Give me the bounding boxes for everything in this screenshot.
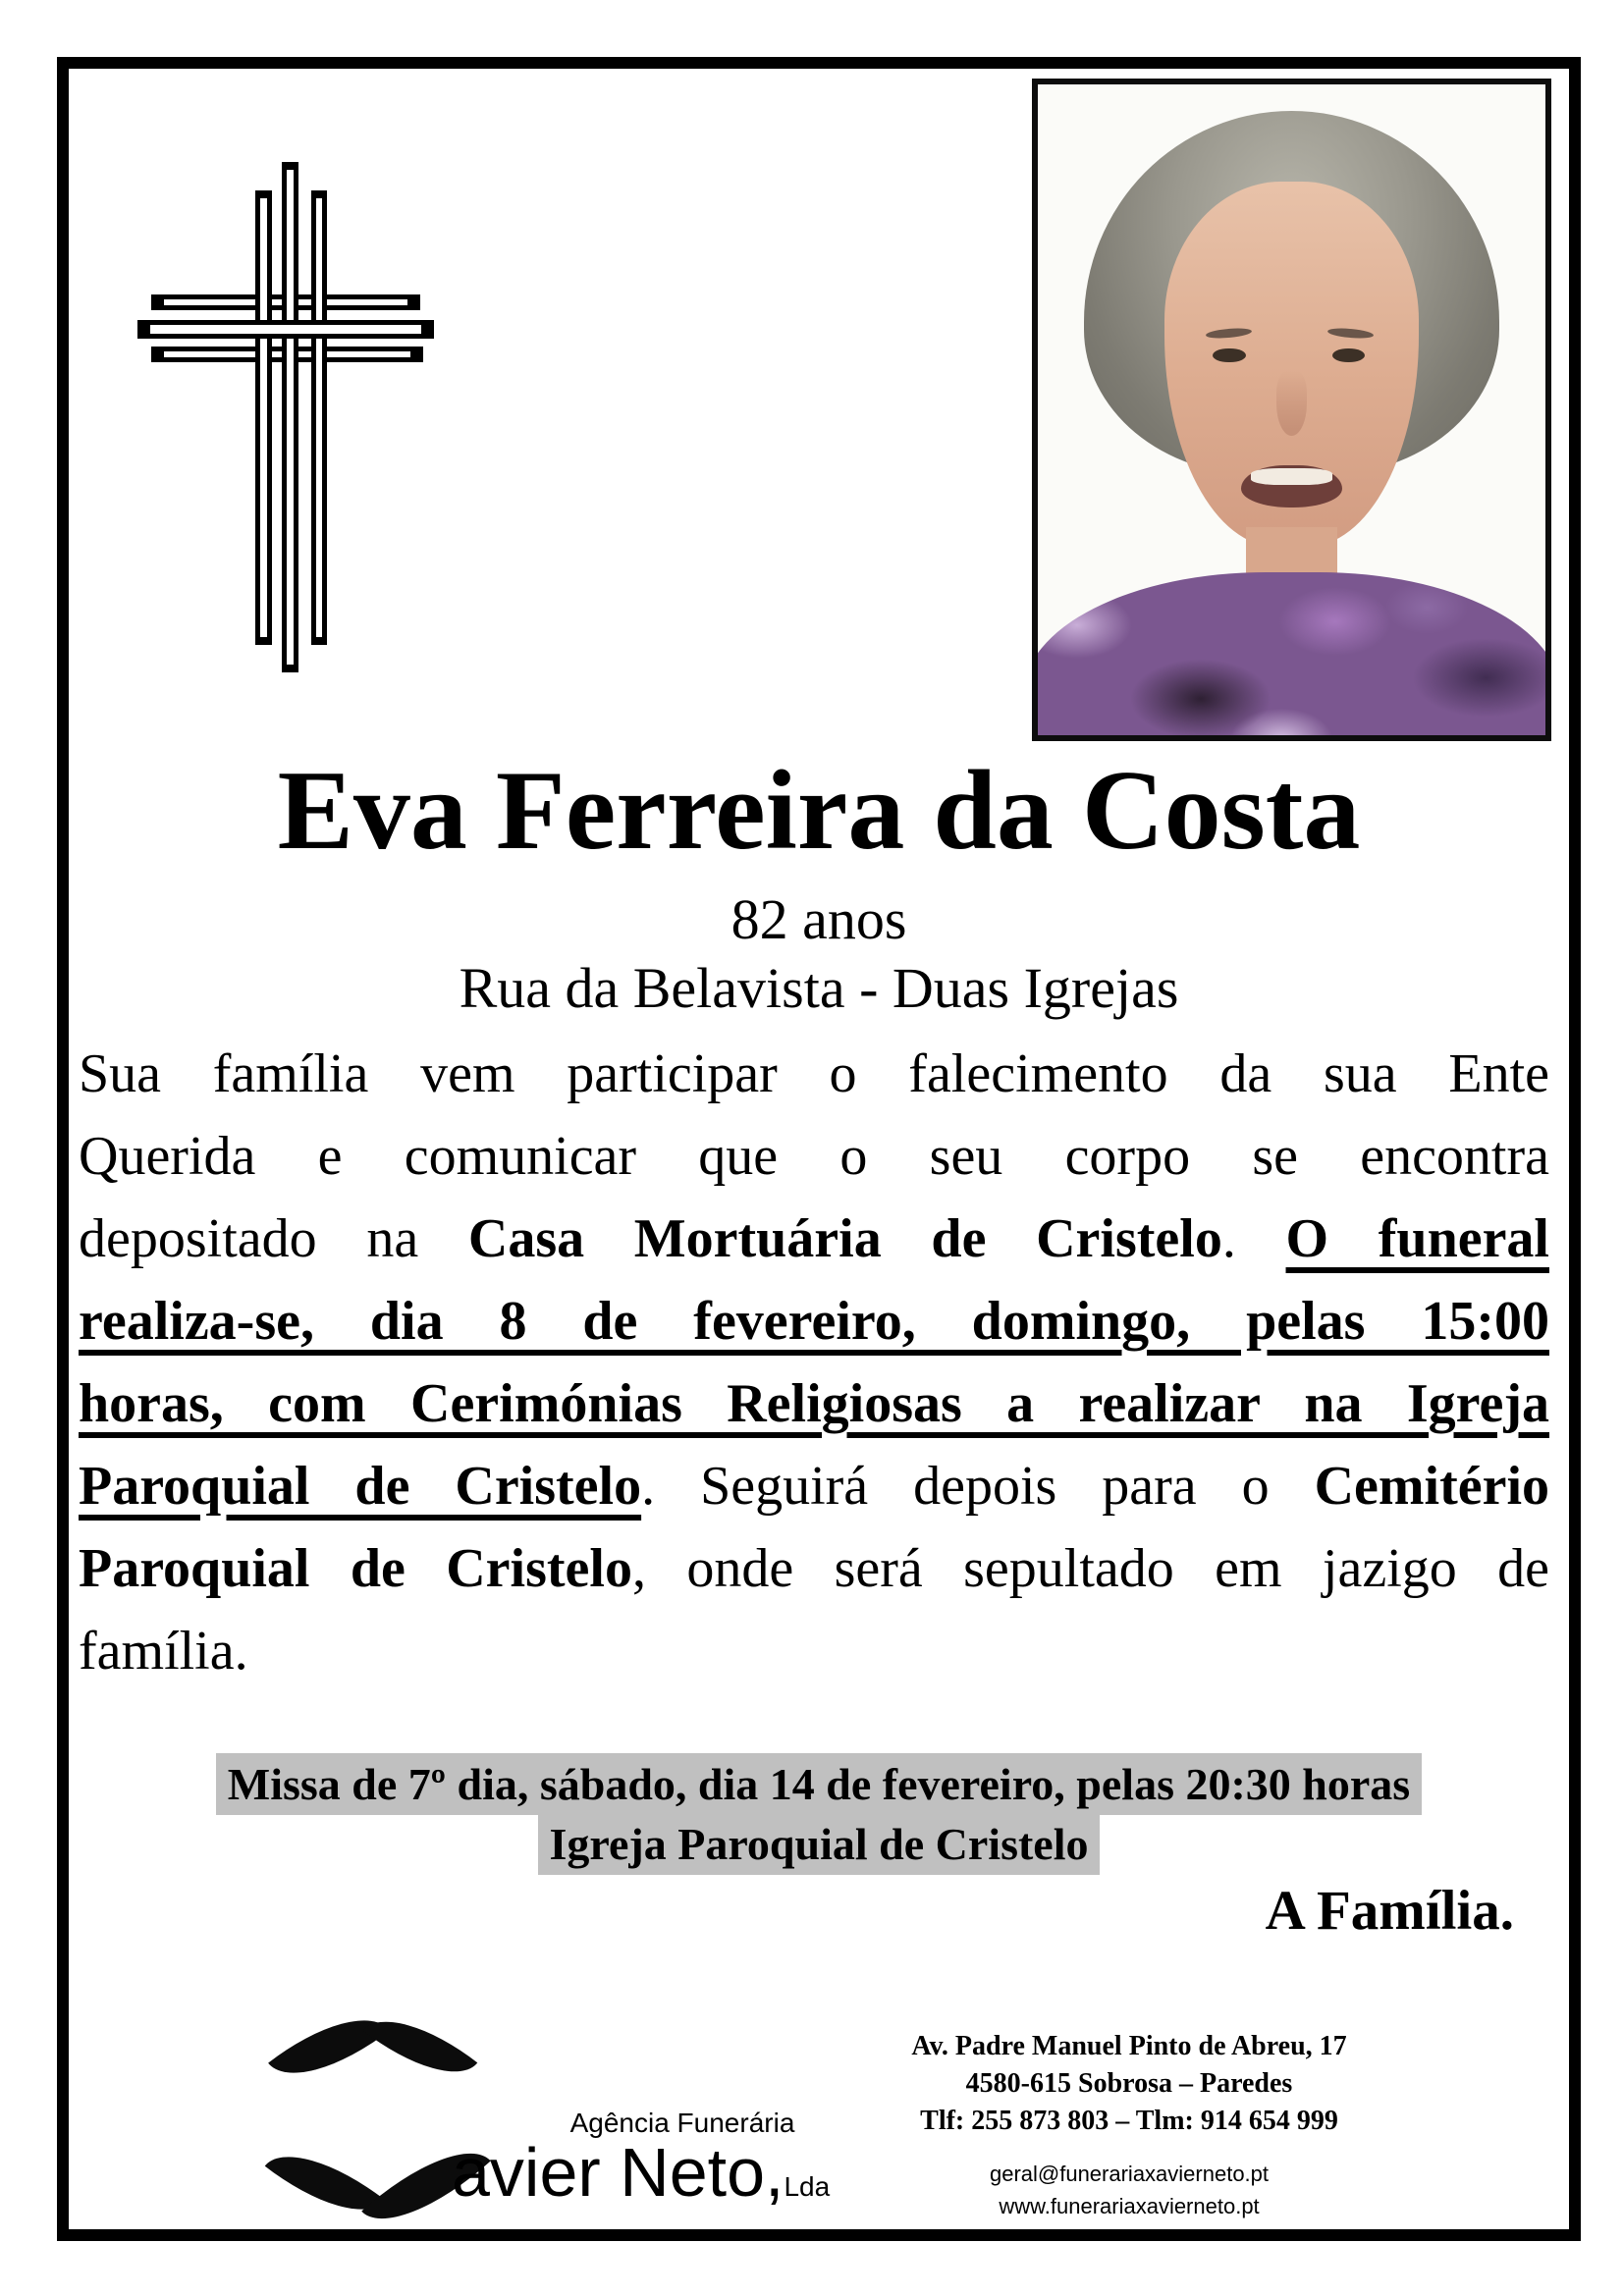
obituary-text-bold-underline: horas, com Cerimónias Religiosas a realizar na Igreja bbox=[79, 1373, 1549, 1434]
agency-website: www.funerariaxavierneto.pt bbox=[999, 2194, 1260, 2218]
obituary-paragraph bbox=[79, 1033, 1549, 1692]
obituary-text: Sua família vem participar o falecimento da sua Ente bbox=[79, 1043, 1549, 1104]
portrait-eye-left bbox=[1213, 348, 1246, 363]
mass-notice-highlight-text: Igreja Paroquial de Cristelo bbox=[538, 1813, 1101, 1875]
obituary-line bbox=[79, 1280, 1549, 1362]
portrait-purple-blouse bbox=[1032, 572, 1551, 741]
obituary-text: . Seguirá depois para o bbox=[641, 1456, 1315, 1517]
deceased-address-line: Rua da Belavista - Duas Igrejas bbox=[459, 956, 1179, 1020]
cross-vertical-bar-middle bbox=[282, 162, 298, 672]
agency-contact-block bbox=[864, 2028, 1394, 2222]
obituary-text-bold: Cemitério bbox=[1314, 1456, 1549, 1517]
obituary-line bbox=[79, 1362, 1549, 1445]
family-signature: A Família. bbox=[1265, 1880, 1514, 1942]
obituary-text-bold-underline: O funeral bbox=[1285, 1208, 1549, 1269]
deceased-age-line: 82 anos bbox=[730, 887, 907, 951]
obituary-text-bold-underline: Paroquial de Cristelo bbox=[79, 1456, 642, 1517]
cross-horizontal-bar-middle bbox=[137, 320, 434, 339]
deceased-portrait-photo bbox=[1032, 79, 1551, 741]
obituary-line bbox=[79, 1445, 1549, 1527]
mass-notice-line-1 bbox=[69, 1754, 1569, 1814]
portrait-nose bbox=[1276, 371, 1307, 436]
obituary-line bbox=[79, 1198, 1549, 1280]
agency-phone-numbers: Tlf: 255 873 803 – Tlm: 914 654 999 bbox=[920, 2106, 1338, 2136]
logo-leaf-petal bbox=[265, 2129, 386, 2237]
obituary-text-bold: Paroquial de Cristelo bbox=[79, 1538, 632, 1599]
obituary-text: , onde será sepultado em jazigo de bbox=[631, 1538, 1549, 1599]
deceased-name-title: Eva Ferreira da Costa bbox=[277, 748, 1361, 874]
obituary-text-bold: Casa Mortuária de Cristelo bbox=[467, 1208, 1222, 1269]
mass-notice-line-2 bbox=[69, 1814, 1569, 1874]
obituary-text-bold-underline: realiza-se, dia 8 de fevereiro, domingo, pelas 15:00 bbox=[79, 1291, 1549, 1352]
obituary-text: Querida e comunicar que o seu corpo se encontra bbox=[79, 1126, 1549, 1187]
xavier-neto-logo-x-icon bbox=[281, 2014, 477, 2235]
agency-street-address: Av. Padre Manuel Pinto de Abreu, 17 bbox=[911, 2031, 1347, 2061]
cross-vertical-bar-left bbox=[255, 190, 272, 645]
portrait-eye-right bbox=[1332, 348, 1366, 363]
obituary-line bbox=[79, 1033, 1549, 1115]
mass-notice-highlight-text: Missa de 7º dia, sábado, dia 14 de fevereiro, pelas 20:30 horas bbox=[216, 1753, 1422, 1815]
obituary-line bbox=[79, 1610, 1549, 1692]
memorial-cross-icon bbox=[137, 162, 434, 672]
portrait-mouth bbox=[1241, 465, 1342, 507]
obituary-text: família. bbox=[79, 1621, 248, 1682]
agency-name-suffix: Lda bbox=[784, 2171, 831, 2202]
obituary-line bbox=[79, 1115, 1549, 1198]
contact-spacer bbox=[864, 2140, 1394, 2158]
obituary-text: . bbox=[1221, 1208, 1286, 1269]
agency-name-main: avier Neto, bbox=[452, 2134, 784, 2211]
seventh-day-mass-notice bbox=[69, 1754, 1569, 1874]
obituary-line bbox=[79, 1527, 1549, 1610]
cross-vertical-bar-right bbox=[311, 190, 327, 645]
agency-postal-city: 4580-615 Sobrosa – Paredes bbox=[965, 2068, 1293, 2099]
agency-email: geral@funerariaxavierneto.pt bbox=[989, 2162, 1270, 2186]
portrait-teeth bbox=[1251, 468, 1332, 484]
agency-label: Agência Funerária bbox=[569, 2108, 795, 2138]
obituary-text: depositado na bbox=[79, 1208, 468, 1269]
